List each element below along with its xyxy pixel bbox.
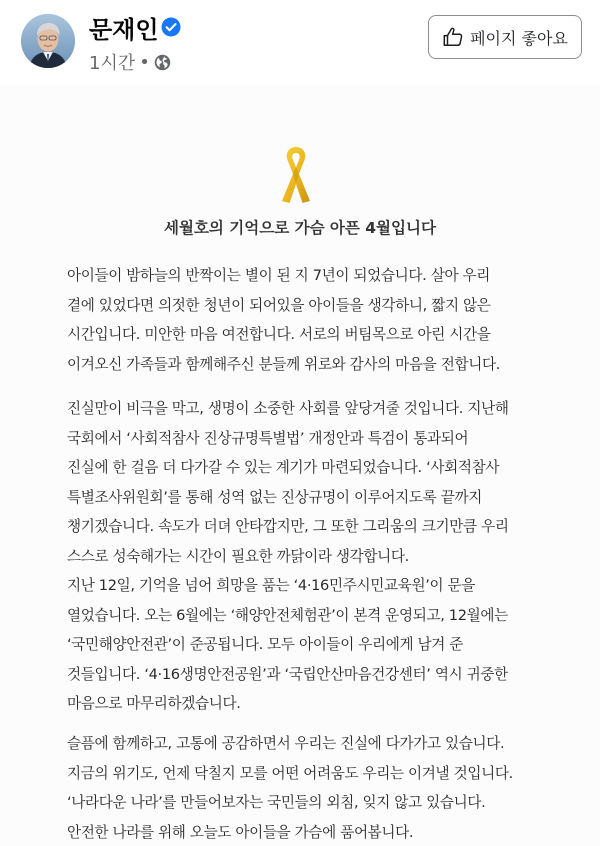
author-name[interactable]: 문재인 bbox=[89, 16, 159, 44]
paragraph-line: 시간입니다. 미안한 마음 여전합니다. 서로의 버팀목으로 아린 시간을 bbox=[67, 326, 491, 344]
paragraph-line: 아이들이 밤하늘의 반짝이는 별이 된 지 7년이 되었습니다. 살아 우리 bbox=[67, 267, 491, 284]
paragraph-line: 곁에 있었다면 의젓한 청년이 되어있을 아이들을 생각하니, 짧지 않은 bbox=[67, 296, 491, 314]
paragraph-line: 진실에 한 걸음 더 다가갈 수 있는 계기가 마련되었습니다. ‘사회적참사 bbox=[67, 459, 500, 477]
post-image bbox=[0, 86, 600, 846]
paragraph-1 bbox=[67, 261, 537, 379]
paragraph-line: 이겨오신 가족들과 함께해주신 분들께 위로와 감사의 마음을 전합니다. bbox=[67, 355, 500, 373]
paragraph-line: 특별조사위원회’를 통해 성역 없는 진상규명이 이루어지도록 끝까지 bbox=[67, 488, 482, 506]
yellow-ribbon-icon bbox=[280, 144, 312, 206]
paragraph-4 bbox=[67, 729, 537, 846]
paragraph-line: 슬픔에 함께하고, 고통에 공감하면서 우리는 진실에 다가가고 있습니다. bbox=[67, 735, 505, 752]
paragraph-line: 것들입니다. ‘4·16생명안전공원’과 ‘국립안산마음건강센터’ 역시 귀중한 bbox=[67, 665, 508, 683]
paragraph-line: ‘나라다운 나라’를 만들어보자는 국민들의 외침, 잊지 않고 있습니다. bbox=[67, 794, 486, 812]
avatar-portrait-icon bbox=[21, 14, 75, 68]
paragraph-line: 챙기겠습니다. 속도가 더뎌 안타깝지만, 그 또한 그리움의 크기만큼 우리 bbox=[67, 518, 509, 536]
paragraph-line: 진실만이 비극을 막고, 생명이 소중한 사회를 앞당겨줄 것입니다. 지난해 bbox=[67, 400, 509, 417]
like-page-button[interactable] bbox=[428, 15, 582, 59]
paragraph-2 bbox=[67, 394, 537, 572]
verified-badge-icon bbox=[161, 17, 181, 37]
like-page-label: 페이지 좋아요 bbox=[470, 28, 568, 48]
paragraph-line: 마음으로 마무리하겠습니다. bbox=[67, 695, 241, 713]
paragraph-3 bbox=[67, 571, 537, 719]
paragraph-line: 지난 12일, 기억을 넘어 희망을 품는 ‘4·16민주시민교육원’이 문을 bbox=[67, 577, 476, 594]
post-title: 세월호의 기억으로 가슴 아픈 4월입니다 bbox=[164, 219, 436, 237]
paragraph-line: 안전한 나라를 위해 오늘도 아이들을 가슴에 품어봅니다. bbox=[67, 823, 414, 841]
post-header bbox=[0, 0, 600, 86]
avatar[interactable] bbox=[21, 14, 75, 68]
globe-icon[interactable] bbox=[154, 54, 171, 71]
paragraph-line: 스스로 성숙해가는 시간이 필요한 까닭이라 생각합니다. bbox=[67, 547, 409, 565]
paragraph-line: ‘국민해양안전관’이 준공됩니다. 모두 아이들이 우리에게 남겨 준 bbox=[67, 636, 464, 654]
post-meta bbox=[89, 49, 171, 75]
paragraph-line: 국회에서 ‘사회적참사 진상규명특별법’ 개정안과 특검이 통과되어 bbox=[67, 429, 469, 447]
paragraph-line: 지금의 위기도, 언제 닥칠지 모를 어떤 어려움도 우리는 이겨낼 것입니다. bbox=[67, 764, 513, 782]
post-time[interactable]: 1시간 bbox=[89, 53, 136, 74]
paragraph-line: 열었습니다. 오는 6월에는 ‘해양안전체험관’이 본격 운영되고, 12월에는 bbox=[67, 606, 508, 624]
thumbs-up-icon bbox=[442, 26, 464, 48]
meta-separator: • bbox=[139, 51, 150, 73]
